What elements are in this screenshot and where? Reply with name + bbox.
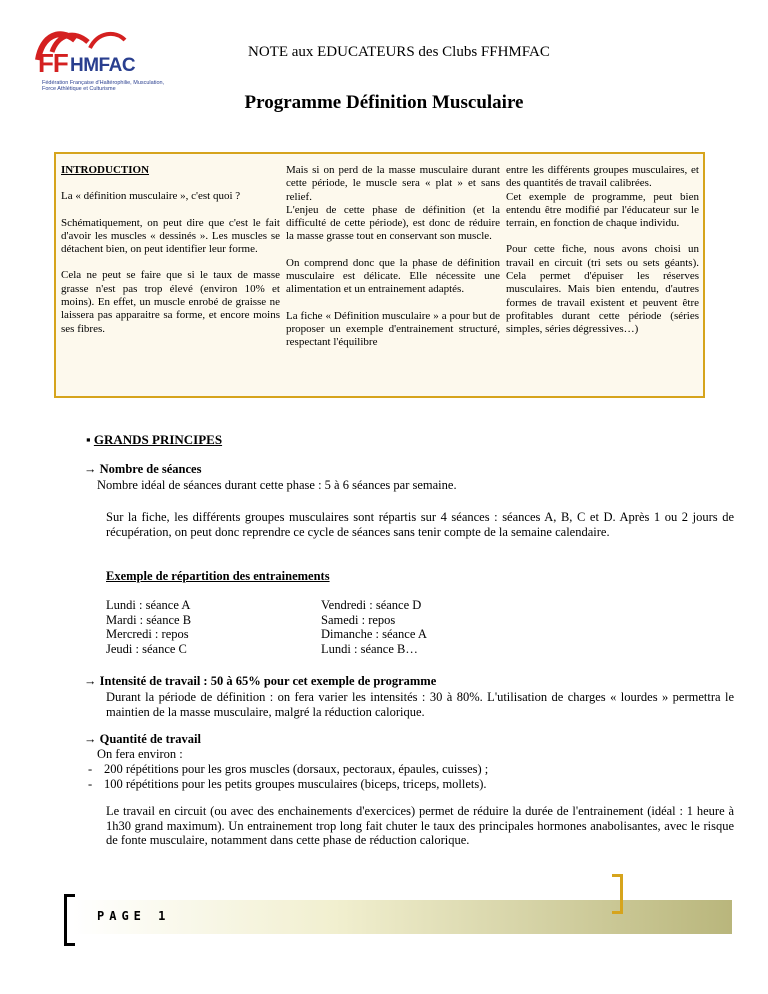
section-title-text: GRANDS PRINCIPES xyxy=(93,432,223,447)
days-list-left xyxy=(106,598,191,656)
intro-paragraph: Pour cette fiche, nous avons choisi un travail en circuit (tri sets ou sets géants). Cela permet d'épuiser les réserves musculaires. Mais bien entendu, d'autres formes de travail existent et peuvent être profitables durant cette période (séries simples, séries dégressives…) xyxy=(506,243,699,336)
section-grands-principes xyxy=(86,432,222,448)
arrow-icon: → xyxy=(84,674,97,688)
repartition-text: Sur la fiche, les différents groupes musculaires sont répartis sur 4 séances : séances A, B, C et D. Après 1 ou 2 jours de récupération, on peut donc reprendre ce cycle de séances sans tenir compte de la semaine calendaire. xyxy=(106,510,734,539)
list-item: Mercredi : repos xyxy=(106,627,189,642)
days-list-right xyxy=(321,598,427,656)
intro-column-3 xyxy=(506,164,699,337)
intro-paragraph: Schématiquement, on peut dire que c'est le fait d'avoir les muscles « dessinés ». Les muscles se détachent bien, on peut identifier leur forme. xyxy=(61,216,280,256)
logo-tagline: Fédération Française d'Haltérophilie, Musculation, Force Athlétique et Culturisme xyxy=(42,80,165,92)
intro-column-1 xyxy=(61,164,280,336)
arrow-icon: → xyxy=(84,732,97,746)
list-item: Jeudi : séance C xyxy=(106,641,187,656)
list-item: - 200 répétitions pour les gros muscles (dorsaux, pectoraux, épaules, cuisses) ; xyxy=(88,762,489,776)
intro-paragraph: Mais si on perd de la masse musculaire durant cette période, le muscle sera « plat » et sans relief. xyxy=(286,164,500,203)
list-item: Samedi : repos xyxy=(321,612,396,627)
arrow-icon: → xyxy=(84,462,97,476)
intro-question: La « définition musculaire », c'est quoi ? xyxy=(61,190,241,203)
heading-exemple-repartition: Exemple de répartition des entrainements xyxy=(106,569,330,583)
intro-paragraph: Cela ne peut se faire que si le taux de masse grasse n'est pas trop élevé (environ 10% et moins). En effet, un muscle enrobé de graisse ne laissera pas apparaitre sa forme, et encore moins ses fibres. xyxy=(61,269,280,335)
quantite-list xyxy=(88,762,488,791)
intensite-text: Durant la période de définition : on fera varier les intensités : 30 à 80%. L'utilisation de charges « lourdes » permettra le maintien de la masse musculaire, malgré la réduction calorique. xyxy=(106,690,734,719)
quantite-intro: On fera environ : xyxy=(97,747,183,761)
seances-text: Nombre idéal de séances durant cette phase : 5 à 6 séances par semaine. xyxy=(97,478,457,492)
intro-paragraph: entre les différents groupes musculaires, et des quantités de travail calibrées. xyxy=(506,164,699,190)
footer-bar xyxy=(72,900,732,934)
intro-paragraph: L'enjeu de cette phase de définition (et la difficulté de cette période), est donc de réduire la masse grasse tout en conservant son muscle. xyxy=(286,203,500,243)
heading-nombre-seances: → Nombre de séances xyxy=(84,462,202,476)
list-item: - 100 répétitions pour les petits groupes musculaires (biceps, triceps, mollets). xyxy=(88,776,487,791)
circuit-text: Le travail en circuit (ou avec des enchainements d'exercices) permet de réduire la durée de l'entrainement (idéal : 1 heure à 1h30 grand maximum). Un entrainement trop long fait chuter le taux des principales hormones anabolisantes, avec le risque de fonte musculaire, notamment dans cette phase de réduction calorique. xyxy=(106,804,734,848)
intro-heading: INTRODUCTION xyxy=(61,164,150,176)
intro-paragraph: On comprend donc que la phase de définition musculaire est délicate. Elle nécessite une alimentation et un entrainement adaptés. xyxy=(286,256,500,296)
list-item: Dimanche : séance A xyxy=(321,627,427,642)
bullet-icon: ▪ xyxy=(86,432,91,447)
heading-quantite: → Quantité de travail xyxy=(84,732,202,746)
page-title: Programme Définition Musculaire xyxy=(244,92,524,113)
intro-column-2 xyxy=(286,164,500,350)
ffhmfac-logo xyxy=(30,20,165,100)
introduction-box xyxy=(54,152,705,398)
intro-paragraph: La fiche « Définition musculaire » a pour but de proposer un exemple d'entrainement structuré, respectant l'équilibre xyxy=(286,309,500,349)
page-number: PAGE 1 xyxy=(97,909,171,923)
left-bracket-icon xyxy=(64,894,75,946)
list-item: Lundi : séance A xyxy=(106,598,191,612)
list-item: Vendredi : séance D xyxy=(321,598,422,612)
heading-intensite: → Intensité de travail : 50 à 65% pour cet exemple de programme xyxy=(84,674,437,688)
list-item: Lundi : séance B… xyxy=(321,641,418,656)
list-item: Mardi : séance B xyxy=(106,612,192,627)
header-note: NOTE aux EDUCATEURS des Clubs FFHMFAC xyxy=(248,44,550,60)
right-bracket-icon xyxy=(612,874,623,914)
logo-hmfac-text: HMFAC xyxy=(70,55,136,76)
logo-ff-text: FF xyxy=(38,48,68,78)
intro-paragraph: Cet exemple de programme, peut bien entendu être modifié par l'éducateur sur le terrain, en fonction de chaque individu. xyxy=(506,190,699,230)
